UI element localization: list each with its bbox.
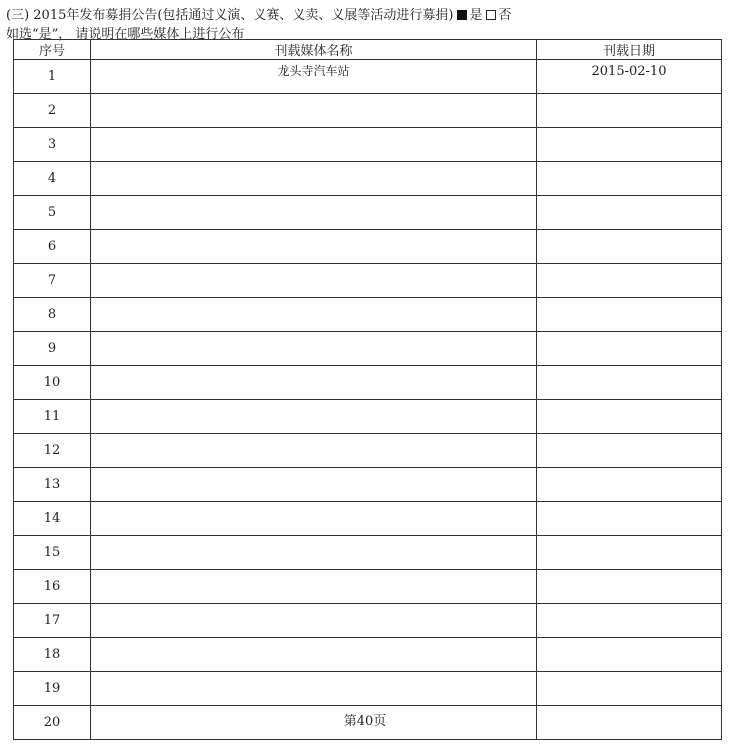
table-row bbox=[14, 196, 722, 230]
table-row bbox=[14, 570, 722, 604]
date-cell bbox=[537, 570, 722, 604]
yes-checkbox-checked[interactable] bbox=[457, 10, 467, 20]
media-name-cell bbox=[91, 128, 537, 162]
date-cell bbox=[537, 162, 722, 196]
date-cell bbox=[537, 94, 722, 128]
serial-cell: 17 bbox=[14, 604, 91, 638]
table-row bbox=[14, 638, 722, 672]
header-serial: 序号 bbox=[14, 40, 91, 60]
serial-cell: 20 bbox=[14, 706, 91, 740]
media-name-cell bbox=[91, 672, 537, 706]
date-cell bbox=[537, 434, 722, 468]
table-row bbox=[14, 94, 722, 128]
table-row bbox=[14, 672, 722, 706]
no-label: 否 bbox=[498, 8, 512, 23]
table-row bbox=[14, 332, 722, 366]
serial-cell: 16 bbox=[14, 570, 91, 604]
media-name-cell bbox=[91, 366, 537, 400]
table-row bbox=[14, 298, 722, 332]
media-name-cell bbox=[91, 468, 537, 502]
date-cell bbox=[537, 604, 722, 638]
yes-label: 是 bbox=[469, 8, 483, 23]
serial-cell: 6 bbox=[14, 230, 91, 264]
date-cell bbox=[537, 298, 722, 332]
serial-cell: 3 bbox=[14, 128, 91, 162]
table-row bbox=[14, 400, 722, 434]
table-row bbox=[14, 434, 722, 468]
media-name-cell bbox=[91, 604, 537, 638]
media-name-cell bbox=[91, 298, 537, 332]
page-number: 第40页 bbox=[343, 714, 387, 729]
date-cell bbox=[537, 672, 722, 706]
table-row bbox=[14, 60, 722, 94]
media-name-cell bbox=[91, 94, 537, 128]
serial-cell: 9 bbox=[14, 332, 91, 366]
table-row bbox=[14, 604, 722, 638]
table-row bbox=[14, 264, 722, 298]
media-name-cell: 龙头寺汽车站 bbox=[91, 60, 537, 94]
serial-cell: 14 bbox=[14, 502, 91, 536]
table-row bbox=[14, 366, 722, 400]
media-name-cell bbox=[91, 332, 537, 366]
header-media-name: 刊载媒体名称 bbox=[91, 40, 537, 60]
media-name-cell bbox=[91, 570, 537, 604]
date-cell bbox=[537, 468, 722, 502]
media-name-cell bbox=[91, 230, 537, 264]
date-cell bbox=[537, 400, 722, 434]
media-name-cell bbox=[91, 162, 537, 196]
table-row bbox=[14, 128, 722, 162]
date-cell bbox=[537, 536, 722, 570]
date-cell bbox=[537, 502, 722, 536]
header-date: 刊载日期 bbox=[537, 40, 722, 60]
serial-cell: 5 bbox=[14, 196, 91, 230]
date-cell bbox=[537, 128, 722, 162]
table-header-row bbox=[14, 40, 722, 60]
serial-cell: 15 bbox=[14, 536, 91, 570]
table-row bbox=[14, 536, 722, 570]
date-cell bbox=[537, 638, 722, 672]
date-cell bbox=[537, 366, 722, 400]
instruction-text: 如选“是”， 请说明在哪些媒体上进行公布 bbox=[6, 27, 245, 42]
serial-cell: 12 bbox=[14, 434, 91, 468]
section-heading-text: (三) 2015年发布募捐公告(包括通过义演、义赛、义卖、义展等活动进行募捐) bbox=[6, 8, 454, 23]
date-cell bbox=[537, 332, 722, 366]
serial-cell: 18 bbox=[14, 638, 91, 672]
table-row bbox=[14, 162, 722, 196]
table-row bbox=[14, 502, 722, 536]
media-name-cell bbox=[91, 264, 537, 298]
media-name-cell bbox=[91, 502, 537, 536]
serial-cell: 1 bbox=[14, 60, 91, 94]
media-table bbox=[13, 39, 722, 740]
serial-cell: 7 bbox=[14, 264, 91, 298]
serial-cell: 11 bbox=[14, 400, 91, 434]
date-cell bbox=[537, 196, 722, 230]
no-checkbox-unchecked[interactable] bbox=[486, 10, 496, 20]
table-row bbox=[14, 468, 722, 502]
serial-cell: 13 bbox=[14, 468, 91, 502]
date-cell bbox=[537, 264, 722, 298]
media-name-cell bbox=[91, 434, 537, 468]
serial-cell: 19 bbox=[14, 672, 91, 706]
serial-cell: 4 bbox=[14, 162, 91, 196]
media-name-cell bbox=[91, 638, 537, 672]
media-name-cell bbox=[91, 196, 537, 230]
date-cell: 2015-02-10 bbox=[537, 60, 722, 94]
section-heading bbox=[6, 4, 512, 23]
date-cell bbox=[537, 230, 722, 264]
serial-cell: 10 bbox=[14, 366, 91, 400]
media-name-cell bbox=[91, 400, 537, 434]
table-row bbox=[14, 230, 722, 264]
serial-cell: 8 bbox=[14, 298, 91, 332]
serial-cell: 2 bbox=[14, 94, 91, 128]
media-name-cell bbox=[91, 536, 537, 570]
